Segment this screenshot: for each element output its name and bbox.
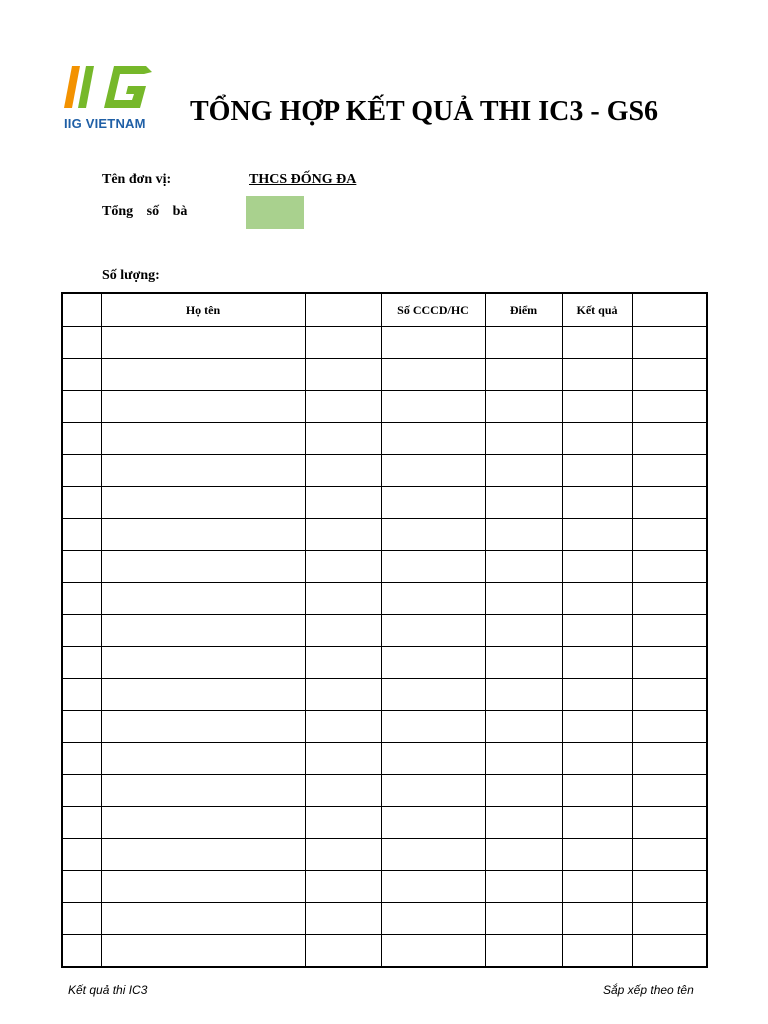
table-cell[interactable] <box>485 935 562 968</box>
table-row <box>62 903 707 935</box>
table-cell[interactable] <box>485 743 562 775</box>
table-cell[interactable] <box>485 647 562 679</box>
table-row <box>62 583 707 615</box>
table-cell[interactable] <box>305 679 381 711</box>
table-row <box>62 359 707 391</box>
table-cell[interactable] <box>62 839 101 871</box>
table-cell[interactable] <box>632 807 707 839</box>
table-cell[interactable] <box>485 679 562 711</box>
table-cell[interactable] <box>632 519 707 551</box>
table-cell[interactable] <box>305 487 381 519</box>
table-row <box>62 615 707 647</box>
table-cell[interactable] <box>101 935 305 968</box>
table-cell[interactable] <box>101 359 305 391</box>
table-cell[interactable] <box>381 391 485 423</box>
total-label: Tổng số bà <box>102 204 188 219</box>
table-row <box>62 935 707 968</box>
table-header-row <box>62 293 707 327</box>
table-cell[interactable] <box>62 903 101 935</box>
table-row <box>62 327 707 359</box>
table-row <box>62 519 707 551</box>
table-row <box>62 391 707 423</box>
table-cell[interactable] <box>305 615 381 647</box>
table-cell[interactable] <box>381 935 485 968</box>
table-cell[interactable] <box>305 551 381 583</box>
table-cell[interactable] <box>101 679 305 711</box>
table-cell[interactable] <box>485 423 562 455</box>
table-cell[interactable] <box>101 423 305 455</box>
table-cell[interactable] <box>632 359 707 391</box>
unit-value: THCS ĐỐNG ĐA <box>249 172 357 187</box>
table-cell[interactable] <box>305 647 381 679</box>
table-cell[interactable] <box>562 391 632 423</box>
table-cell[interactable] <box>632 935 707 968</box>
table-cell[interactable] <box>62 711 101 743</box>
table-row <box>62 775 707 807</box>
table-cell[interactable] <box>632 455 707 487</box>
table-row <box>62 839 707 871</box>
table-row <box>62 871 707 903</box>
table-row <box>62 807 707 839</box>
footer-right-text: Sắp xếp theo tên <box>603 983 694 997</box>
table-cell[interactable] <box>305 807 381 839</box>
table-cell[interactable] <box>632 775 707 807</box>
table-row <box>62 711 707 743</box>
table-cell[interactable] <box>62 327 101 359</box>
table-cell[interactable] <box>62 647 101 679</box>
table-cell[interactable] <box>562 455 632 487</box>
table-cell[interactable] <box>62 487 101 519</box>
table-row <box>62 743 707 775</box>
table-cell[interactable] <box>562 327 632 359</box>
table-cell[interactable] <box>62 519 101 551</box>
table-cell[interactable] <box>305 775 381 807</box>
table-cell[interactable] <box>62 583 101 615</box>
table-cell[interactable] <box>101 487 305 519</box>
table-cell[interactable] <box>381 839 485 871</box>
table-cell[interactable] <box>62 615 101 647</box>
table-cell[interactable] <box>62 391 101 423</box>
table-cell[interactable] <box>101 775 305 807</box>
table-cell[interactable] <box>562 743 632 775</box>
table-row <box>62 679 707 711</box>
table-row <box>62 423 707 455</box>
table-cell[interactable] <box>562 519 632 551</box>
table-cell[interactable] <box>62 871 101 903</box>
table-cell[interactable] <box>101 839 305 871</box>
table-cell[interactable] <box>381 551 485 583</box>
table-cell[interactable] <box>381 487 485 519</box>
table-cell[interactable] <box>381 743 485 775</box>
table-cell[interactable] <box>101 711 305 743</box>
table-cell[interactable] <box>485 839 562 871</box>
table-cell[interactable] <box>305 423 381 455</box>
table-cell[interactable] <box>62 359 101 391</box>
table-cell[interactable] <box>562 903 632 935</box>
table-cell[interactable] <box>381 711 485 743</box>
iig-logo <box>64 64 160 134</box>
table-cell[interactable] <box>101 615 305 647</box>
table-cell[interactable] <box>632 743 707 775</box>
table-cell[interactable] <box>381 807 485 839</box>
table-cell[interactable] <box>101 327 305 359</box>
table-cell[interactable] <box>632 423 707 455</box>
table-cell[interactable] <box>305 455 381 487</box>
table-cell[interactable] <box>485 711 562 743</box>
table-cell[interactable] <box>62 775 101 807</box>
table-cell[interactable] <box>632 327 707 359</box>
table-cell[interactable] <box>101 807 305 839</box>
table-cell[interactable] <box>562 487 632 519</box>
logo-text: IIG VIETNAM <box>64 116 146 131</box>
unit-label: Tên đơn vị: <box>102 172 172 187</box>
table-cell[interactable] <box>381 455 485 487</box>
results-table <box>61 292 708 968</box>
table-cell[interactable] <box>562 647 632 679</box>
table-cell[interactable] <box>562 935 632 968</box>
table-cell[interactable] <box>485 519 562 551</box>
table-cell[interactable] <box>485 455 562 487</box>
table-cell[interactable] <box>485 775 562 807</box>
header-so-cccd: Số CCCD/HC <box>381 293 485 327</box>
table-cell[interactable] <box>101 871 305 903</box>
table-cell[interactable] <box>381 359 485 391</box>
table-cell[interactable] <box>305 327 381 359</box>
table-cell[interactable] <box>562 679 632 711</box>
iig-logo-mark <box>64 64 160 114</box>
table-cell[interactable] <box>485 583 562 615</box>
table-cell[interactable] <box>485 487 562 519</box>
table-cell[interactable] <box>101 903 305 935</box>
quantity-label: Số lượng: <box>102 268 160 283</box>
table-cell[interactable] <box>381 775 485 807</box>
header-cell <box>62 293 101 327</box>
table-cell[interactable] <box>485 807 562 839</box>
table-cell[interactable] <box>305 583 381 615</box>
table-cell[interactable] <box>381 583 485 615</box>
page-title: TỔNG HỢP KẾT QUẢ THI IC3 - GS6 <box>190 96 659 127</box>
table-cell[interactable] <box>305 391 381 423</box>
table-cell[interactable] <box>562 839 632 871</box>
table-cell[interactable] <box>632 839 707 871</box>
table-cell[interactable] <box>101 551 305 583</box>
table-cell[interactable] <box>305 871 381 903</box>
table-cell[interactable] <box>305 743 381 775</box>
table-row <box>62 551 707 583</box>
table-cell[interactable] <box>562 807 632 839</box>
table-cell[interactable] <box>101 391 305 423</box>
table-cell[interactable] <box>562 359 632 391</box>
table-cell[interactable] <box>381 679 485 711</box>
table-cell[interactable] <box>101 519 305 551</box>
table-cell[interactable] <box>381 423 485 455</box>
table-cell[interactable] <box>305 711 381 743</box>
table-cell[interactable] <box>632 711 707 743</box>
table-cell[interactable] <box>381 647 485 679</box>
table-cell[interactable] <box>632 679 707 711</box>
table-cell[interactable] <box>485 327 562 359</box>
table-cell[interactable] <box>381 519 485 551</box>
table-cell[interactable] <box>101 743 305 775</box>
table-cell[interactable] <box>62 551 101 583</box>
table-cell[interactable] <box>485 359 562 391</box>
table-cell[interactable] <box>305 903 381 935</box>
table-cell[interactable] <box>62 679 101 711</box>
table-row <box>62 487 707 519</box>
header-diem: Điểm <box>485 293 562 327</box>
table-cell[interactable] <box>562 711 632 743</box>
footer-left-text: Kết quả thi IC3 <box>68 983 148 997</box>
table-cell[interactable] <box>381 903 485 935</box>
table-cell[interactable] <box>562 615 632 647</box>
table-cell[interactable] <box>62 423 101 455</box>
table-cell[interactable] <box>381 327 485 359</box>
table-cell[interactable] <box>62 455 101 487</box>
table-cell[interactable] <box>305 519 381 551</box>
table-cell[interactable] <box>562 871 632 903</box>
table-cell[interactable] <box>632 391 707 423</box>
header-cell <box>632 293 707 327</box>
table-cell[interactable] <box>101 583 305 615</box>
table-cell[interactable] <box>485 615 562 647</box>
table-cell[interactable] <box>632 615 707 647</box>
table-cell[interactable] <box>101 647 305 679</box>
table-cell[interactable] <box>305 839 381 871</box>
table-cell[interactable] <box>632 551 707 583</box>
table-cell[interactable] <box>305 359 381 391</box>
table-cell[interactable] <box>62 743 101 775</box>
table-cell[interactable] <box>632 487 707 519</box>
table-cell[interactable] <box>632 871 707 903</box>
table-cell[interactable] <box>62 807 101 839</box>
table-cell[interactable] <box>101 455 305 487</box>
table-cell[interactable] <box>562 551 632 583</box>
table-cell[interactable] <box>485 871 562 903</box>
table-row <box>62 647 707 679</box>
header-ket-qua: Kết quả <box>562 293 632 327</box>
table-row <box>62 455 707 487</box>
table-cell[interactable] <box>485 903 562 935</box>
table-cell[interactable] <box>485 551 562 583</box>
header-ho-ten: Họ tên <box>101 293 305 327</box>
table-cell[interactable] <box>381 871 485 903</box>
table-cell[interactable] <box>562 423 632 455</box>
total-value-box[interactable] <box>246 196 304 229</box>
table-cell[interactable] <box>381 615 485 647</box>
table-cell[interactable] <box>562 583 632 615</box>
table-cell[interactable] <box>485 391 562 423</box>
table-cell[interactable] <box>305 935 381 968</box>
table-cell[interactable] <box>562 775 632 807</box>
table-cell[interactable] <box>632 647 707 679</box>
table-cell[interactable] <box>632 903 707 935</box>
header-cell <box>305 293 381 327</box>
table-cell[interactable] <box>62 935 101 968</box>
table-cell[interactable] <box>632 583 707 615</box>
